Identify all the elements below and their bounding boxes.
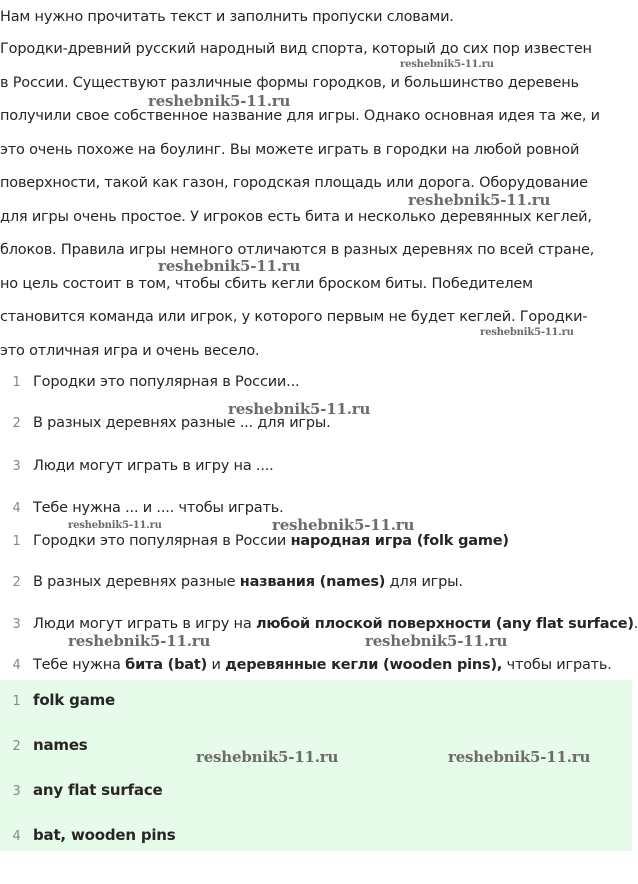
question-number: 4 [12,501,21,516]
sentence-answer: деревянные кегли (wooden pins), [225,657,503,673]
question-text: В разных деревнях разные ... для игры. [33,415,331,431]
watermark: reshebnik5-11.ru [408,191,551,209]
watermark: reshebnik5-11.ru [272,516,415,534]
question-number: 3 [12,459,21,474]
answer-item [0,734,88,756]
text-line: блоков. Правила игры немного отличаются в разных деревнях по всей стране, [0,242,595,258]
answer-text: bat, wooden pins [33,826,176,844]
question-number: 2 [12,416,21,431]
sentence-text: и [207,657,226,673]
watermark: reshebnik5-11.ru [228,400,371,418]
sentence-number: 1 [12,534,21,549]
answer-number: 4 [12,829,21,844]
answer-number: 2 [12,739,21,754]
answer-number: 3 [12,784,21,799]
question-number: 1 [12,375,21,390]
text-line: становится команда или игрок, у которого первым не будет кеглей. Городки- [0,309,588,325]
filled-sentence [0,655,612,675]
filled-sentence [0,531,509,551]
watermark: reshebnik5-11.ru [68,632,211,650]
question-text: Тебе нужна ... и .... чтобы играть. [33,500,284,516]
text-line: для игры очень простое. У игроков есть бита и несколько деревянных кеглей, [0,208,592,225]
watermark: reshebnik5-11.ru [365,632,508,650]
filled-sentence [0,614,638,634]
text-line: но цель состоит в том, чтобы сбить кегли броском биты. Победителем [0,275,533,292]
question-text: Люди могут играть в игру на .... [33,458,274,474]
watermark: reshebnik5-11.ru [158,257,301,275]
sentence-text: для игры. [385,574,463,590]
sentence-text: чтобы играть. [502,657,612,673]
answer-item [0,779,163,801]
sentence-text: . [633,616,638,632]
watermark: reshebnik5-11.ru [480,327,574,338]
sentence-answer: бита (bat) [125,657,208,673]
task-instruction: Нам нужно прочитать текст и заполнить пропуски словами. [0,9,454,25]
answer-text: names [33,736,88,754]
watermark: reshebnik5-11.ru [448,748,591,766]
watermark: reshebnik5-11.ru [68,520,162,531]
answer-text: any flat surface [33,781,163,799]
question-item [0,372,299,392]
question-item [0,498,283,518]
answer-item [0,824,176,846]
text-line: в России. Существуют различные формы городков, и большинство деревень [0,74,579,91]
sentence-number: 2 [12,575,21,590]
filled-sentence [0,572,463,592]
watermark: reshebnik5-11.ru [148,92,291,110]
question-item [0,456,274,476]
question-text: Городки это популярная в России... [33,374,300,390]
sentence-number: 3 [12,617,21,632]
sentence-text: В разных деревнях разные [33,574,240,590]
watermark: reshebnik5-11.ru [400,59,494,70]
sentence-answer: любой плоской поверхности (any flat surface) [255,616,634,632]
answer-text: folk game [33,691,116,709]
sentence-text: Тебе нужна [33,657,126,673]
text-line: Городки-древний русский народный вид спорта, который до сих пор известен [0,41,592,57]
sentence-text: Люди могут играть в игру на [33,616,256,632]
text-line: это очень похоже на боулинг. Вы можете играть в городки на любой ровной [0,141,580,158]
sentence-number: 4 [12,658,21,673]
sentence-answer: народная игра (folk game) [290,533,509,549]
sentence-text: Городки это популярная в России [33,533,291,549]
text-line: это отличная игра и очень весело. [0,342,260,359]
text-line: получили свое собственное название для игры. Однако основная идея та же, и [0,108,600,124]
answer-number: 1 [12,694,21,709]
watermark: reshebnik5-11.ru [196,748,339,766]
sentence-answer: названия (names) [239,574,386,590]
answer-item [0,689,115,711]
text-line: поверхности, такой как газон, городская площадь или дорога. Оборудование [0,175,588,191]
